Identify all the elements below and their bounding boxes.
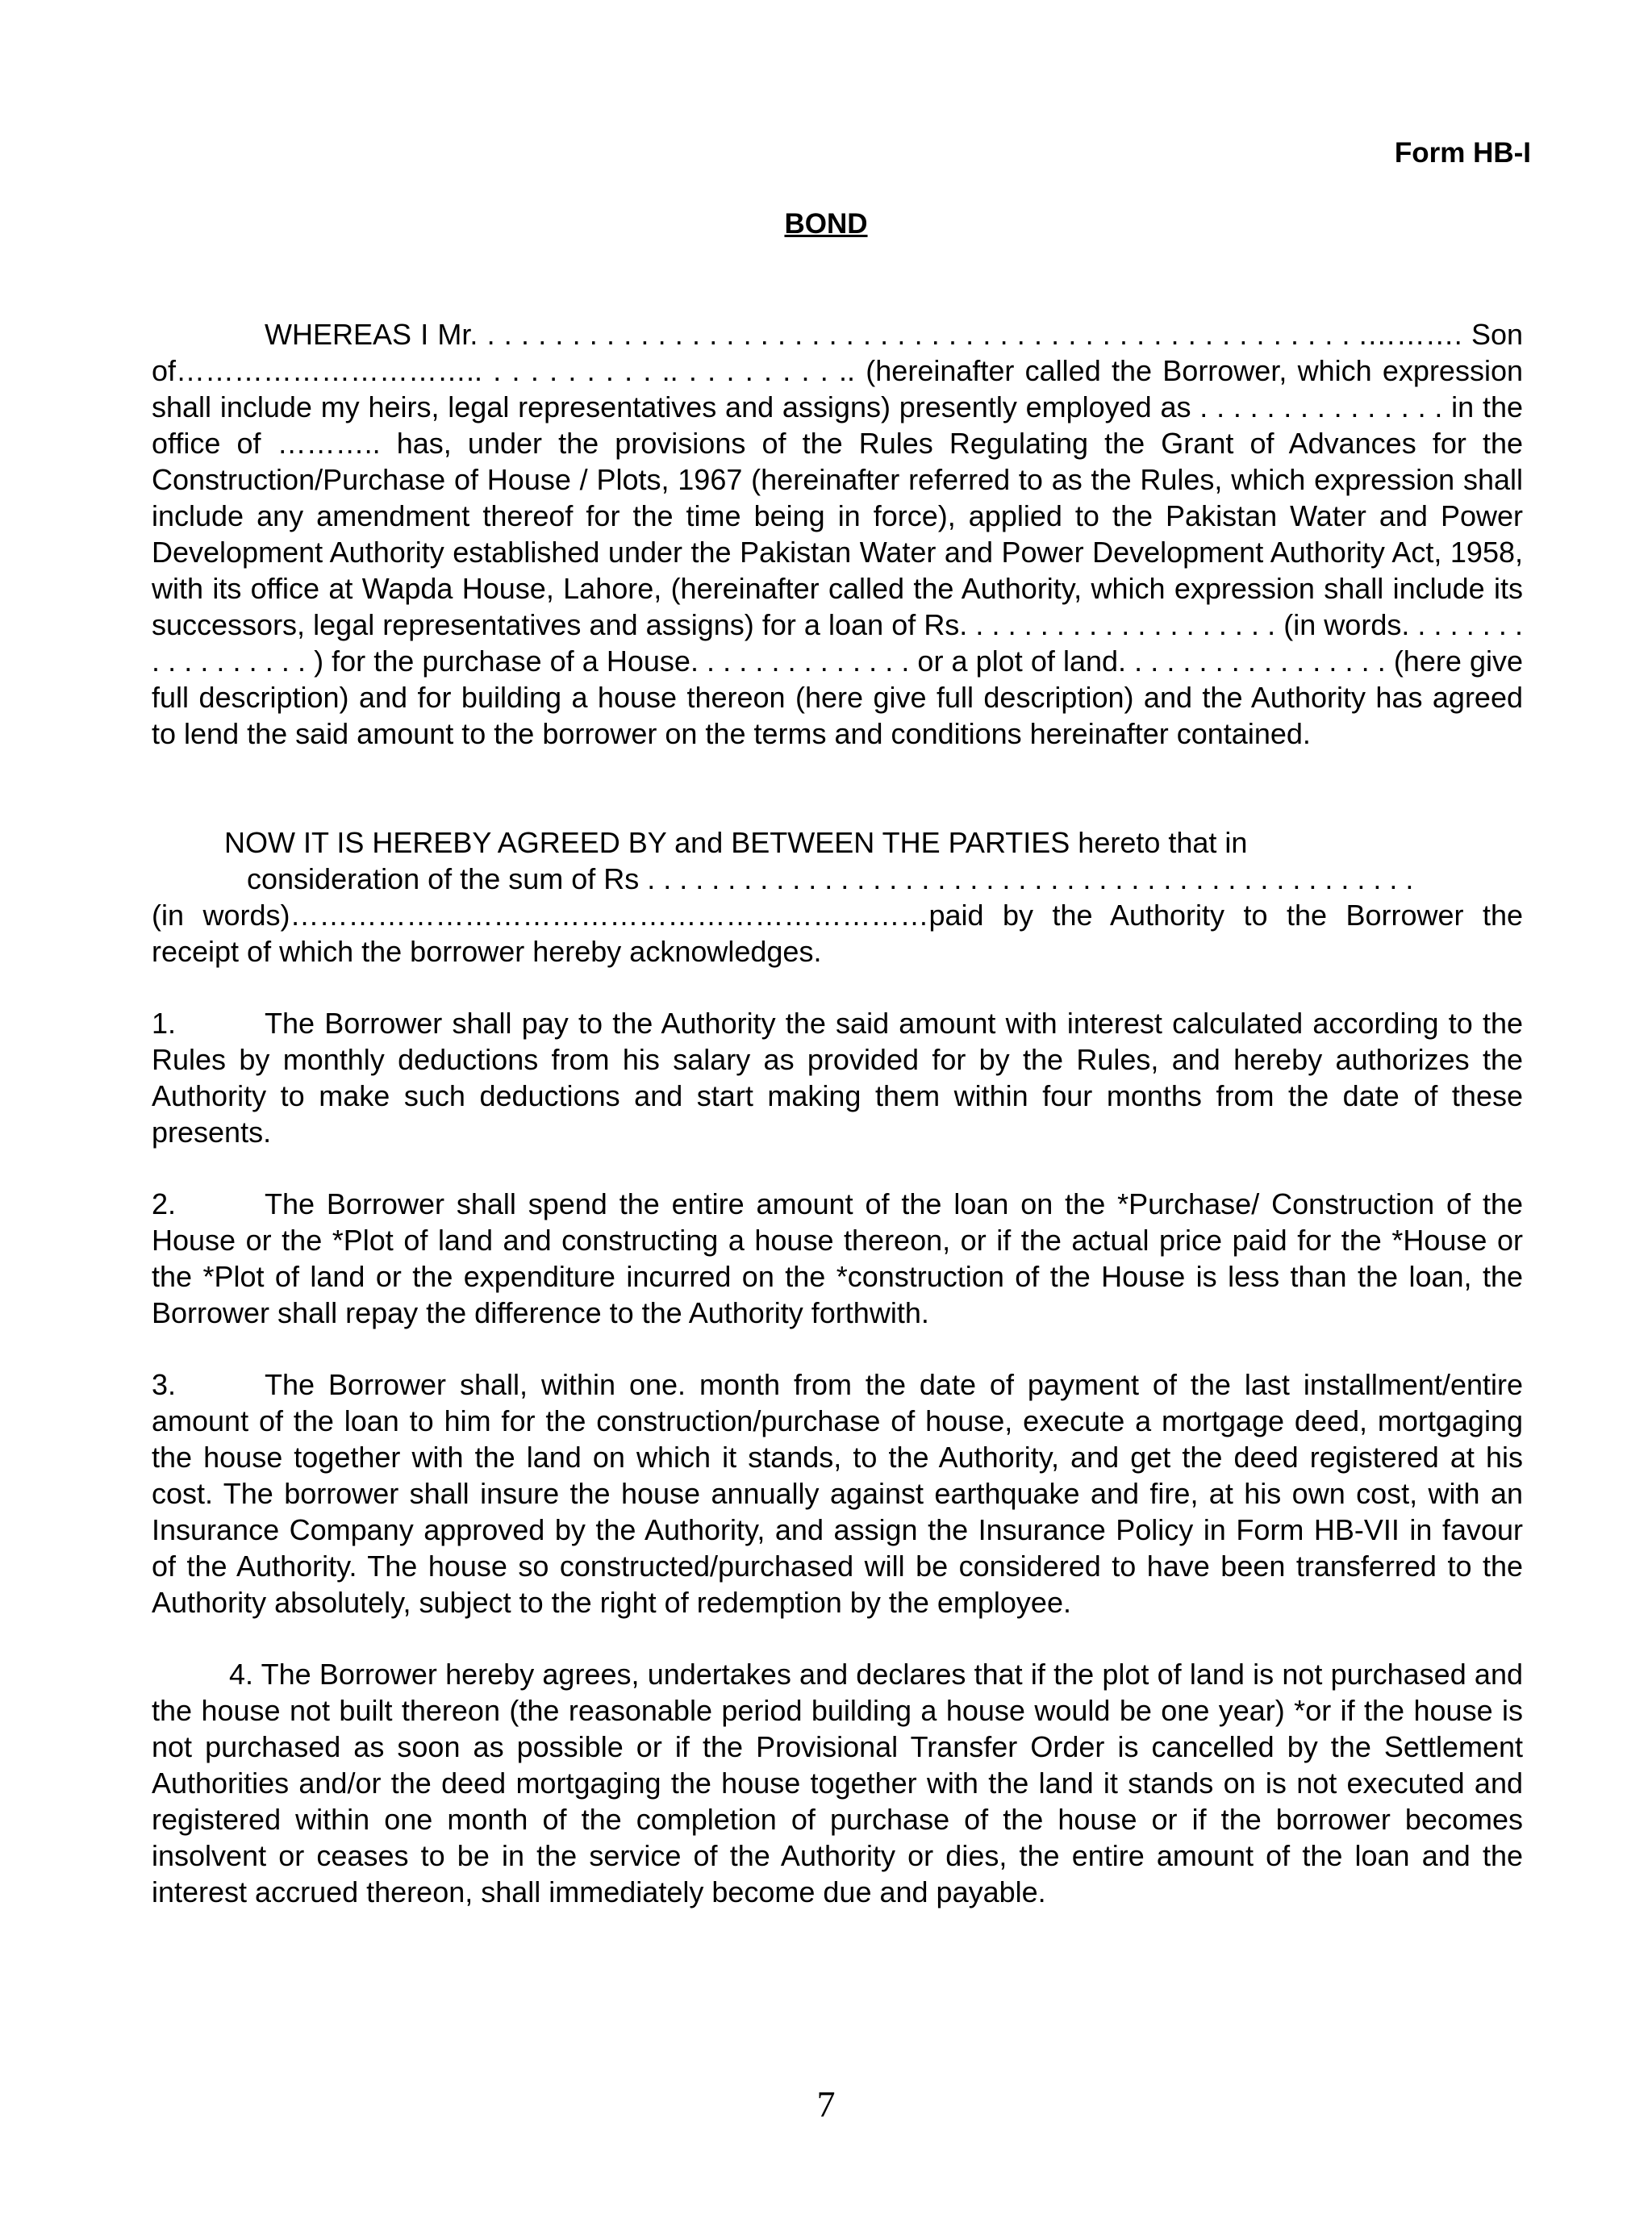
clause-number: 4. (229, 1658, 254, 1691)
intro-paragraph: WHEREAS I Mr. . . . . . . . . . . . . . . . . . . . . . . . . . . . . . . . . . . . . . . . . . . . . . . . . . . . .………. Son of………………………….. . . . . . . . . . .. . . . . . . . . .. (hereinafter called the Borrower, which expression shall include my heirs, legal representatives and assigns) presently employed as . . . . . . . . . . . . . . . in the office of ……….. has, under the provisions of the Rules Regulating the Grant of Advances for the Construction/Purchase of House / Plots, 1967 (hereinafter referred to as the Rules, which expression shall include any amendment thereof for the time being in force), applied to the Pakistan Water and Power Development Authority established under the Pakistan Water and Power Development Authority Act, 1958, with its office at Wapda House, Lahore, (hereinafter called the Authority, which expression shall include its successors, legal representatives and assigns) for a loan of Rs. . . . . . . . . . . . . . . . . . . . (in words. . . . . . . . . . . . . . . . . . ) for the purchase of a House. . . . . . . . . . . . . . or a plot of land. . . . . . . . . . . . . . . . . (here give full description) and for building a house thereon (here give full description) and the Authority has agreed to lend the said amount to the borrower on the terms and conditions hereinafter contained. (152, 318, 1523, 750)
page-title: BOND (784, 208, 868, 240)
document-body (152, 316, 1523, 1910)
clause-number: 2. (152, 1187, 177, 1220)
clause-number: 1. (152, 1007, 177, 1040)
agreement-paragraph (152, 824, 1523, 970)
clause-3 (152, 1366, 1523, 1621)
clause-text: The Borrower shall pay to the Authority the said amount with interest calculated according to the Rules by monthly deductions from his salary as provided for by the Rules, and hereby authorizes the Authority to make such deductions and start making them within four months from the date of these presents. (152, 1007, 1523, 1149)
form-id: Form HB-I (1394, 137, 1531, 169)
clause-4 (152, 1656, 1523, 1910)
clause-text: The Borrower shall, within one. month from the date of payment of the last installment/entire amount of the loan to him for the construction/purchase of house, execute a mortgage deed, mortgaging the house together with the land on which it stands, to the Authority, and get the deed registered at his cost. The borrower shall insure the house annually against earthquake and fire, at his own cost, with an Insurance Company approved by the Authority, and assign the Insurance Policy in Form HB-VII in favour of the Authority. The house so constructed/purchased will be considered to have been transferred to the Authority absolutely, subject to the right of redemption by the employee. (152, 1368, 1523, 1619)
agreement-rest: (in words)…………………………………………………………paid by the Authority to the Borrower the receipt of which the borrower hereby acknowledges. (152, 899, 1523, 968)
page-number: 7 (816, 2084, 836, 2125)
clause-1 (152, 1005, 1523, 1150)
agreement-line-1: NOW IT IS HEREBY AGREED BY and BETWEEN THE PARTIES hereto that in (224, 826, 1248, 859)
clause-2 (152, 1186, 1523, 1331)
clause-number: 3. (152, 1368, 177, 1401)
clause-text: The Borrower hereby agrees, undertakes and declares that if the plot of land is not purchased and the house not built thereon (the reasonable period building a house would be one year) *or if the house is not purchased as soon as possible or if the Provisional Transfer Order is cancelled by the Settlement Authorities and/or the deed mortgaging the house together with the land it stands on is not executed and registered within one month of the completion of purchase of the house or if the borrower becomes insolvent or ceases to be in the service of the Authority or dies, the entire amount of the loan and the interest accrued thereon, shall immediately become due and payable. (152, 1658, 1523, 1908)
agreement-line-2: consideration of the sum of Rs . . . . . . . . . . . . . . . . . . . . . . . . . . . . . . . . . . . . . . . . . . . . . . . . (247, 862, 1414, 895)
clause-text: The Borrower shall spend the entire amount of the loan on the *Purchase/ Construction of the House or the *Plot of land and constructing a house thereon, or if the actual price paid for the *House or the *Plot of land or the expenditure incurred on the *construction of the House is less than the loan, the Borrower shall repay the difference to the Authority forthwith. (152, 1187, 1523, 1329)
